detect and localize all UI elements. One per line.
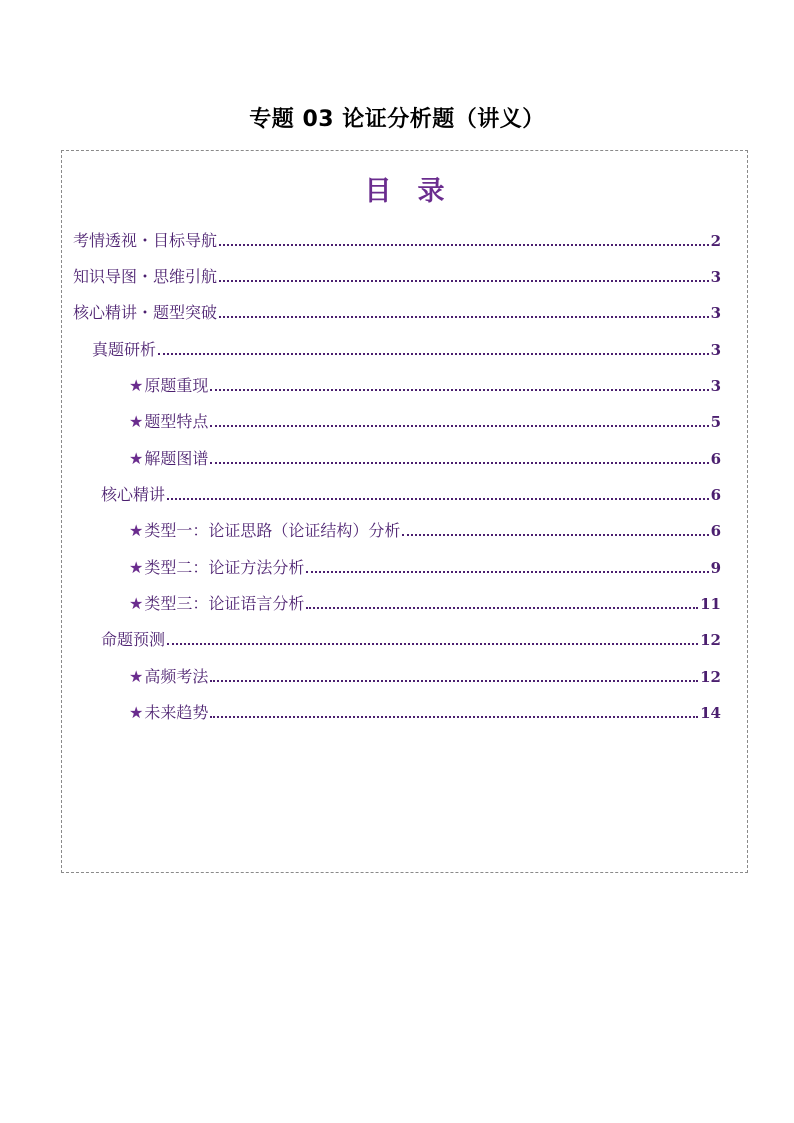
toc-dot-leader <box>219 280 709 282</box>
toc-entry-type-two[interactable] <box>129 554 721 578</box>
toc-entry-future-trends[interactable] <box>129 699 721 723</box>
toc-entry-core-lecture[interactable] <box>73 299 721 323</box>
toc-entry-core-explanation[interactable] <box>101 481 721 505</box>
toc-entry-page: 3 <box>710 341 721 359</box>
toc-dot-leader <box>167 643 698 645</box>
toc-entry-page: 2 <box>710 232 721 250</box>
toc-entry-page: 3 <box>710 304 721 322</box>
toc-entry-label: 类型三：论证语言分析 <box>144 594 305 613</box>
toc-entry-page: 6 <box>710 450 721 468</box>
toc-dot-leader <box>402 534 708 536</box>
toc-dot-leader <box>219 316 709 318</box>
toc-entry-frequent-methods[interactable] <box>129 663 721 687</box>
toc-entry-label: 核心精讲・题型突破 <box>73 303 218 322</box>
toc-entry-solution-map[interactable] <box>129 445 721 469</box>
toc-entry-question-features[interactable] <box>129 408 721 432</box>
toc-entry-original-questions[interactable] <box>129 372 721 396</box>
toc-entry-real-exam-analysis[interactable] <box>92 336 721 360</box>
toc-entry-label: 原题重现 <box>144 376 209 395</box>
toc-entry-label: 高频考法 <box>144 667 209 686</box>
toc-entry-page: 3 <box>710 377 721 395</box>
toc-entry-page: 11 <box>700 595 721 613</box>
toc-entry-page: 3 <box>710 268 721 286</box>
toc-entry-page: 9 <box>710 559 721 577</box>
toc-entry-label: 知识导图・思维引航 <box>73 267 218 286</box>
toc-entry-page: 14 <box>700 704 721 722</box>
star-icon: ★ <box>129 703 144 722</box>
toc-entry-label: 解题图谱 <box>144 449 209 468</box>
toc-entry-label: 考情透视・目标导航 <box>73 231 218 250</box>
toc-dot-leader <box>158 353 709 355</box>
toc-entry-label: 类型一：论证思路（论证结构）分析 <box>144 521 401 540</box>
toc-dot-leader <box>210 716 698 718</box>
toc-entry-page: 6 <box>710 522 721 540</box>
toc-dot-leader <box>306 607 698 609</box>
toc-entry-label: 题型特点 <box>144 412 209 431</box>
toc-heading: 目录 <box>364 176 471 207</box>
toc-dot-leader <box>210 389 708 391</box>
toc-entry-label: 未来趋势 <box>144 703 209 722</box>
star-icon: ★ <box>129 558 144 577</box>
star-icon: ★ <box>129 667 144 686</box>
star-icon: ★ <box>129 594 144 613</box>
document-title: 专题 03 论证分析题（讲义） <box>249 107 545 132</box>
toc-entry-type-one[interactable] <box>129 517 721 541</box>
toc-entry-page: 12 <box>700 631 721 649</box>
toc-entry-type-three[interactable] <box>129 590 721 614</box>
toc-entry-knowledge-map[interactable] <box>73 263 721 287</box>
toc-dot-leader <box>219 244 709 246</box>
toc-entry-label: 核心精讲 <box>101 485 166 504</box>
star-icon: ★ <box>129 412 144 431</box>
star-icon: ★ <box>129 449 144 468</box>
toc-entry-page: 12 <box>700 668 721 686</box>
table-of-contents <box>61 150 748 873</box>
toc-dot-leader <box>210 425 708 427</box>
toc-dot-leader <box>167 498 709 500</box>
toc-entry-page: 6 <box>710 486 721 504</box>
toc-entry-prediction[interactable] <box>101 626 721 650</box>
toc-dot-leader <box>306 571 708 573</box>
toc-dot-leader <box>210 680 698 682</box>
star-icon: ★ <box>129 521 144 540</box>
toc-entry-exam-overview[interactable] <box>73 227 721 251</box>
toc-dot-leader <box>210 462 708 464</box>
star-icon: ★ <box>129 376 144 395</box>
toc-entry-label: 真题研析 <box>92 340 157 359</box>
toc-entry-label: 类型二：论证方法分析 <box>144 558 305 577</box>
toc-entry-page: 5 <box>710 413 721 431</box>
toc-entry-label: 命题预测 <box>101 630 166 649</box>
